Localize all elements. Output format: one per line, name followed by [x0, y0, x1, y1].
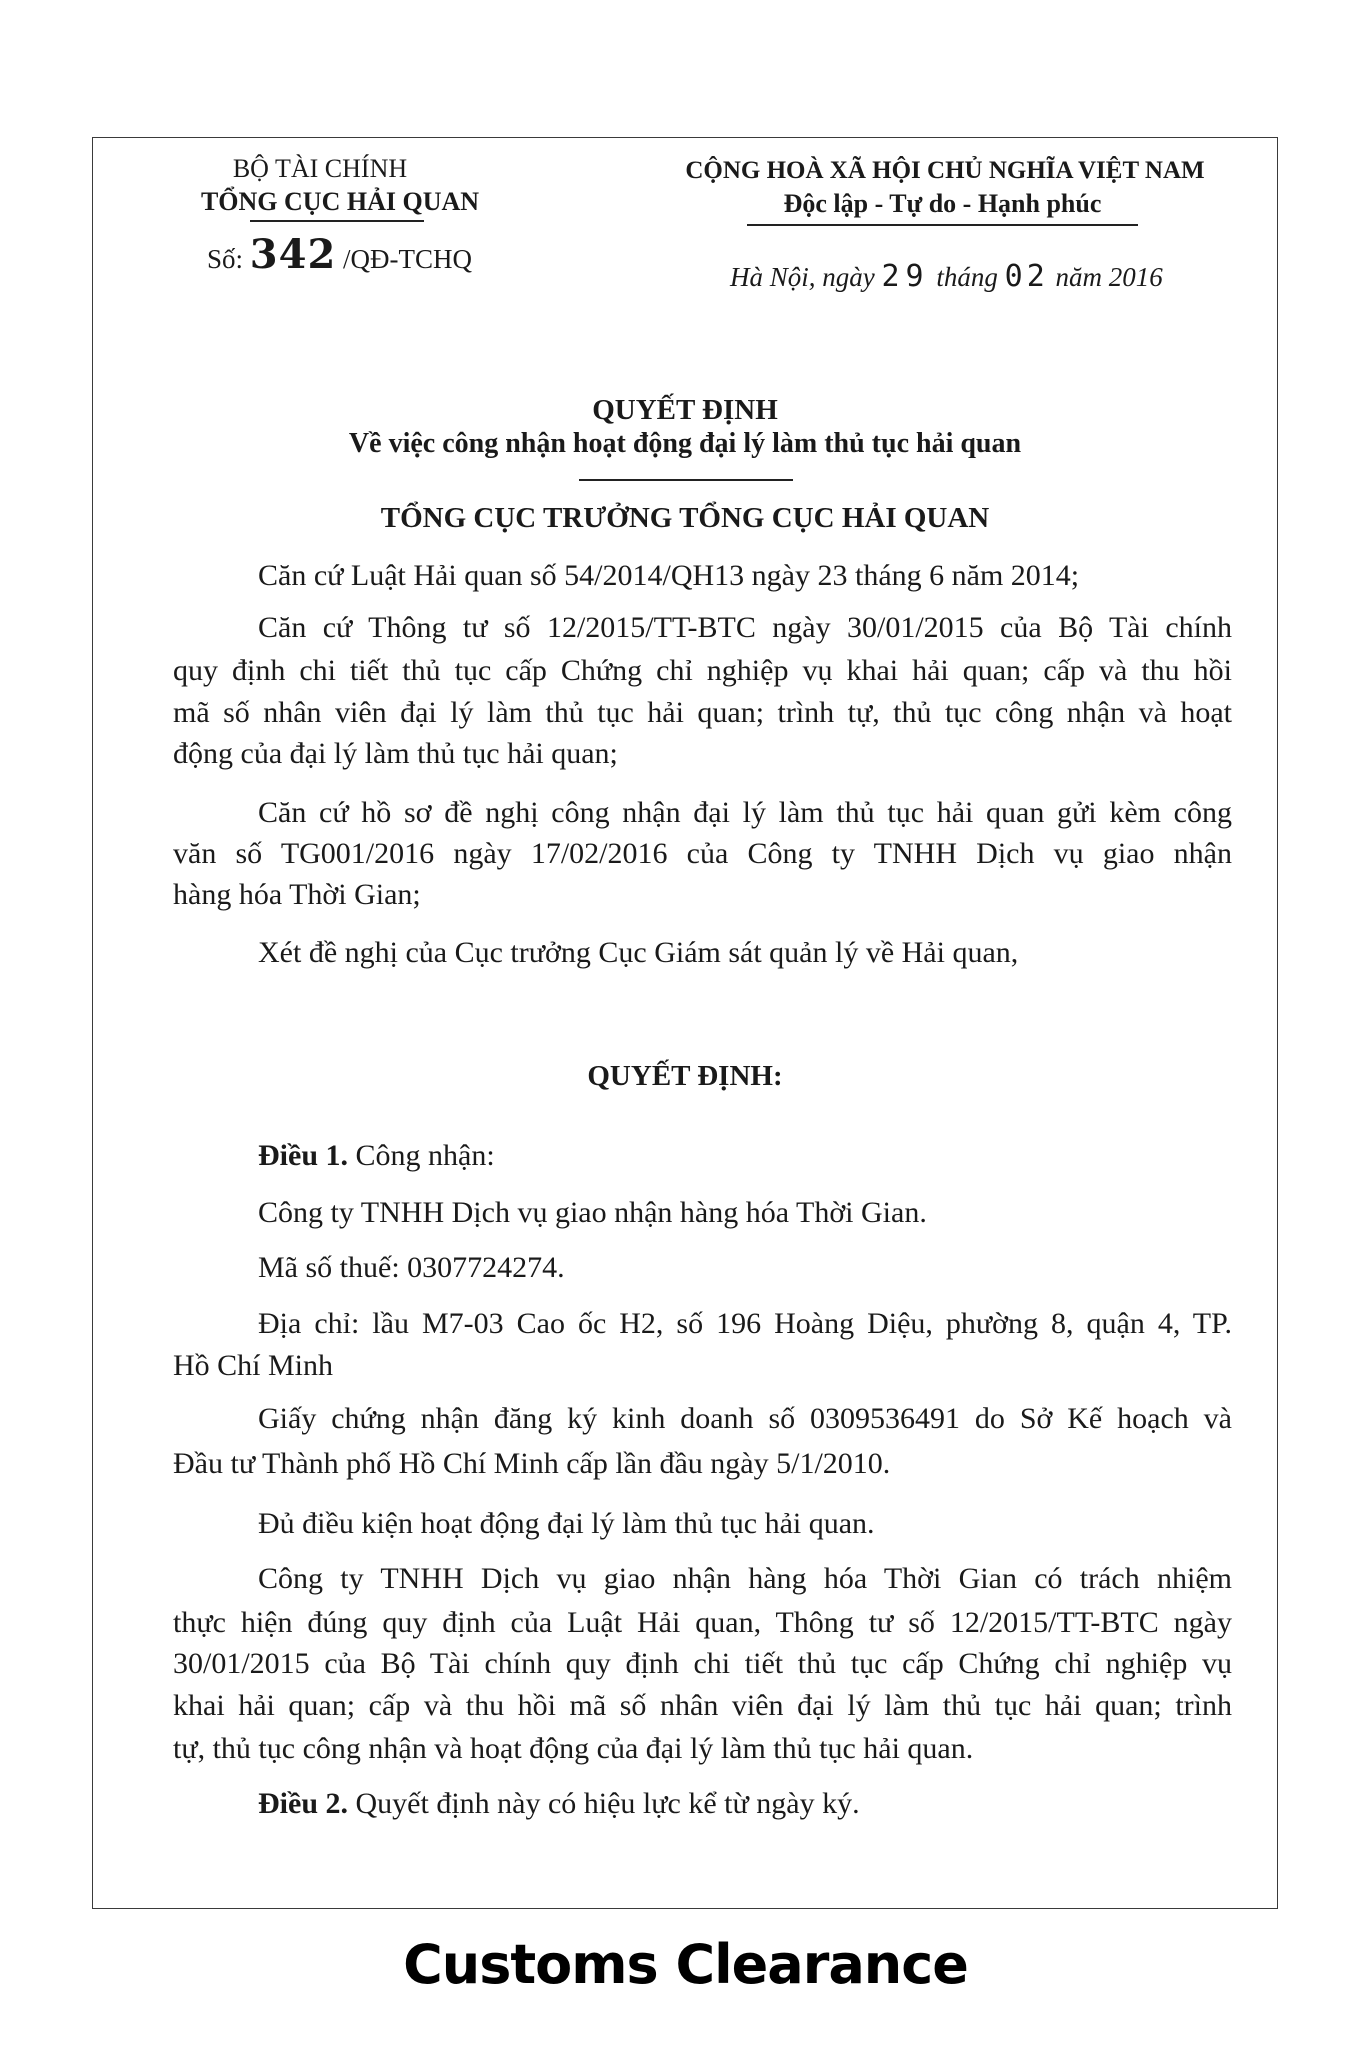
date-place: Hà Nội, ngày — [730, 262, 875, 292]
decision-heading: QUYẾT ĐỊNH: — [587, 1060, 783, 1092]
department-name: TỔNG CỤC HẢI QUAN — [200, 187, 480, 216]
responsibility-line: Công ty TNHH Dịch vụ giao nhận hàng hóa Thời Gian có trách nhiệm — [258, 1564, 1232, 1595]
article-1-text: Công nhận: — [355, 1139, 495, 1172]
department-underline — [250, 220, 424, 222]
responsibility-line: 30/01/2015 của Bộ Tài chính quy định chi tiết thủ tục cấp Chứng chỉ nghiệp vụ — [173, 1649, 1232, 1680]
preamble-dossier-line: văn số TG001/2016 ngày 17/02/2016 của Công ty TNHH Dịch vụ giao nhận — [173, 839, 1232, 870]
article-2-label: Điều 2. — [258, 1787, 348, 1820]
document-number-suffix: /QĐ-TCHQ — [343, 244, 473, 274]
date-month: 02 — [1004, 259, 1049, 294]
article-2-text: Quyết định này có hiệu lực kể từ ngày ký. — [355, 1787, 860, 1820]
preamble-proposal: Xét đề nghị của Cục trưởng Cục Giám sát quản lý về Hải quan, — [258, 936, 1019, 969]
preamble-circular-line: động của đại lý làm thủ tục hải quan; — [173, 737, 618, 770]
document-number-value: 342 — [249, 231, 337, 278]
country-name: CỘNG HOÀ XÃ HỘI CHỦ NGHĨA VIỆT NAM — [685, 157, 1205, 184]
decision-subject: Về việc công nhận hoạt động đại lý làm thủ tục hải quan — [348, 428, 1022, 459]
ministry-name: BỘ TÀI CHÍNH — [232, 154, 408, 183]
date-year: năm 2016 — [1055, 262, 1163, 292]
business-cert-line: Đầu tư Thành phố Hồ Chí Minh cấp lần đầu ngày 5/1/2010. — [173, 1447, 891, 1480]
document-number-label: Số: — [207, 244, 244, 274]
article-1-heading — [258, 1141, 1232, 1171]
preamble-circular-line: mã số nhân viên đại lý làm thủ tục hải quan; trình tự, thủ tục công nhận và hoạt — [173, 698, 1232, 729]
decision-title: QUYẾT ĐỊNH — [592, 394, 778, 426]
company-name: Công ty TNHH Dịch vụ giao nhận hàng hóa Thời Gian. — [258, 1196, 927, 1229]
business-cert-line: Giấy chứng nhận đăng ký kinh doanh số 0309536491 do Sở Kế hoạch và — [258, 1404, 1232, 1435]
eligibility: Đủ điều kiện hoạt động đại lý làm thủ tục hải quan. — [258, 1507, 875, 1540]
preamble-dossier-line: hàng hóa Thời Gian; — [173, 878, 421, 911]
image-caption: Customs Clearance — [403, 1933, 968, 1996]
preamble-circular-line: Căn cứ Thông tư số 12/2015/TT-BTC ngày 30/01/2015 của Bộ Tài chính — [258, 613, 1232, 644]
responsibility-line: khai hải quan; cấp và thu hồi mã số nhân viên đại lý làm thủ tục hải quan; trình — [173, 1691, 1232, 1722]
document-number — [207, 231, 473, 278]
address-line: Hồ Chí Minh — [173, 1349, 334, 1382]
national-motto: Độc lập - Tự do - Hạnh phúc — [783, 189, 1102, 218]
issuing-authority: TỔNG CỤC TRƯỞNG TỔNG CỤC HẢI QUAN — [380, 502, 990, 534]
preamble-dossier-line: Căn cứ hồ sơ đề nghị công nhận đại lý làm thủ tục hải quan gửi kèm công — [258, 798, 1232, 829]
motto-underline — [747, 224, 1138, 226]
tax-code: Mã số thuế: 0307724274. — [258, 1251, 565, 1284]
issue-date — [730, 259, 1163, 294]
preamble-law: Căn cứ Luật Hải quan số 54/2014/QH13 ngày 23 tháng 6 năm 2014; — [258, 559, 1080, 592]
article-2 — [258, 1789, 1232, 1819]
responsibility-line: thực hiện đúng quy định của Luật Hải quan, Thông tư số 12/2015/TT-BTC ngày — [173, 1608, 1232, 1639]
date-day: 29 — [881, 259, 930, 294]
date-month-label: tháng — [936, 262, 998, 292]
article-1-label: Điều 1. — [258, 1139, 348, 1172]
responsibility-line: tự, thủ tục công nhận và hoạt động của đại lý làm thủ tục hải quan. — [173, 1732, 974, 1765]
preamble-circular-line: quy định chi tiết thủ tục cấp Chứng chỉ nghiệp vụ khai hải quan; cấp và thu hồi — [173, 656, 1232, 687]
address-line: Địa chỉ: lầu M7-03 Cao ốc H2, số 196 Hoàng Diệu, phường 8, quận 4, TP. — [258, 1309, 1232, 1340]
title-divider — [579, 479, 793, 481]
